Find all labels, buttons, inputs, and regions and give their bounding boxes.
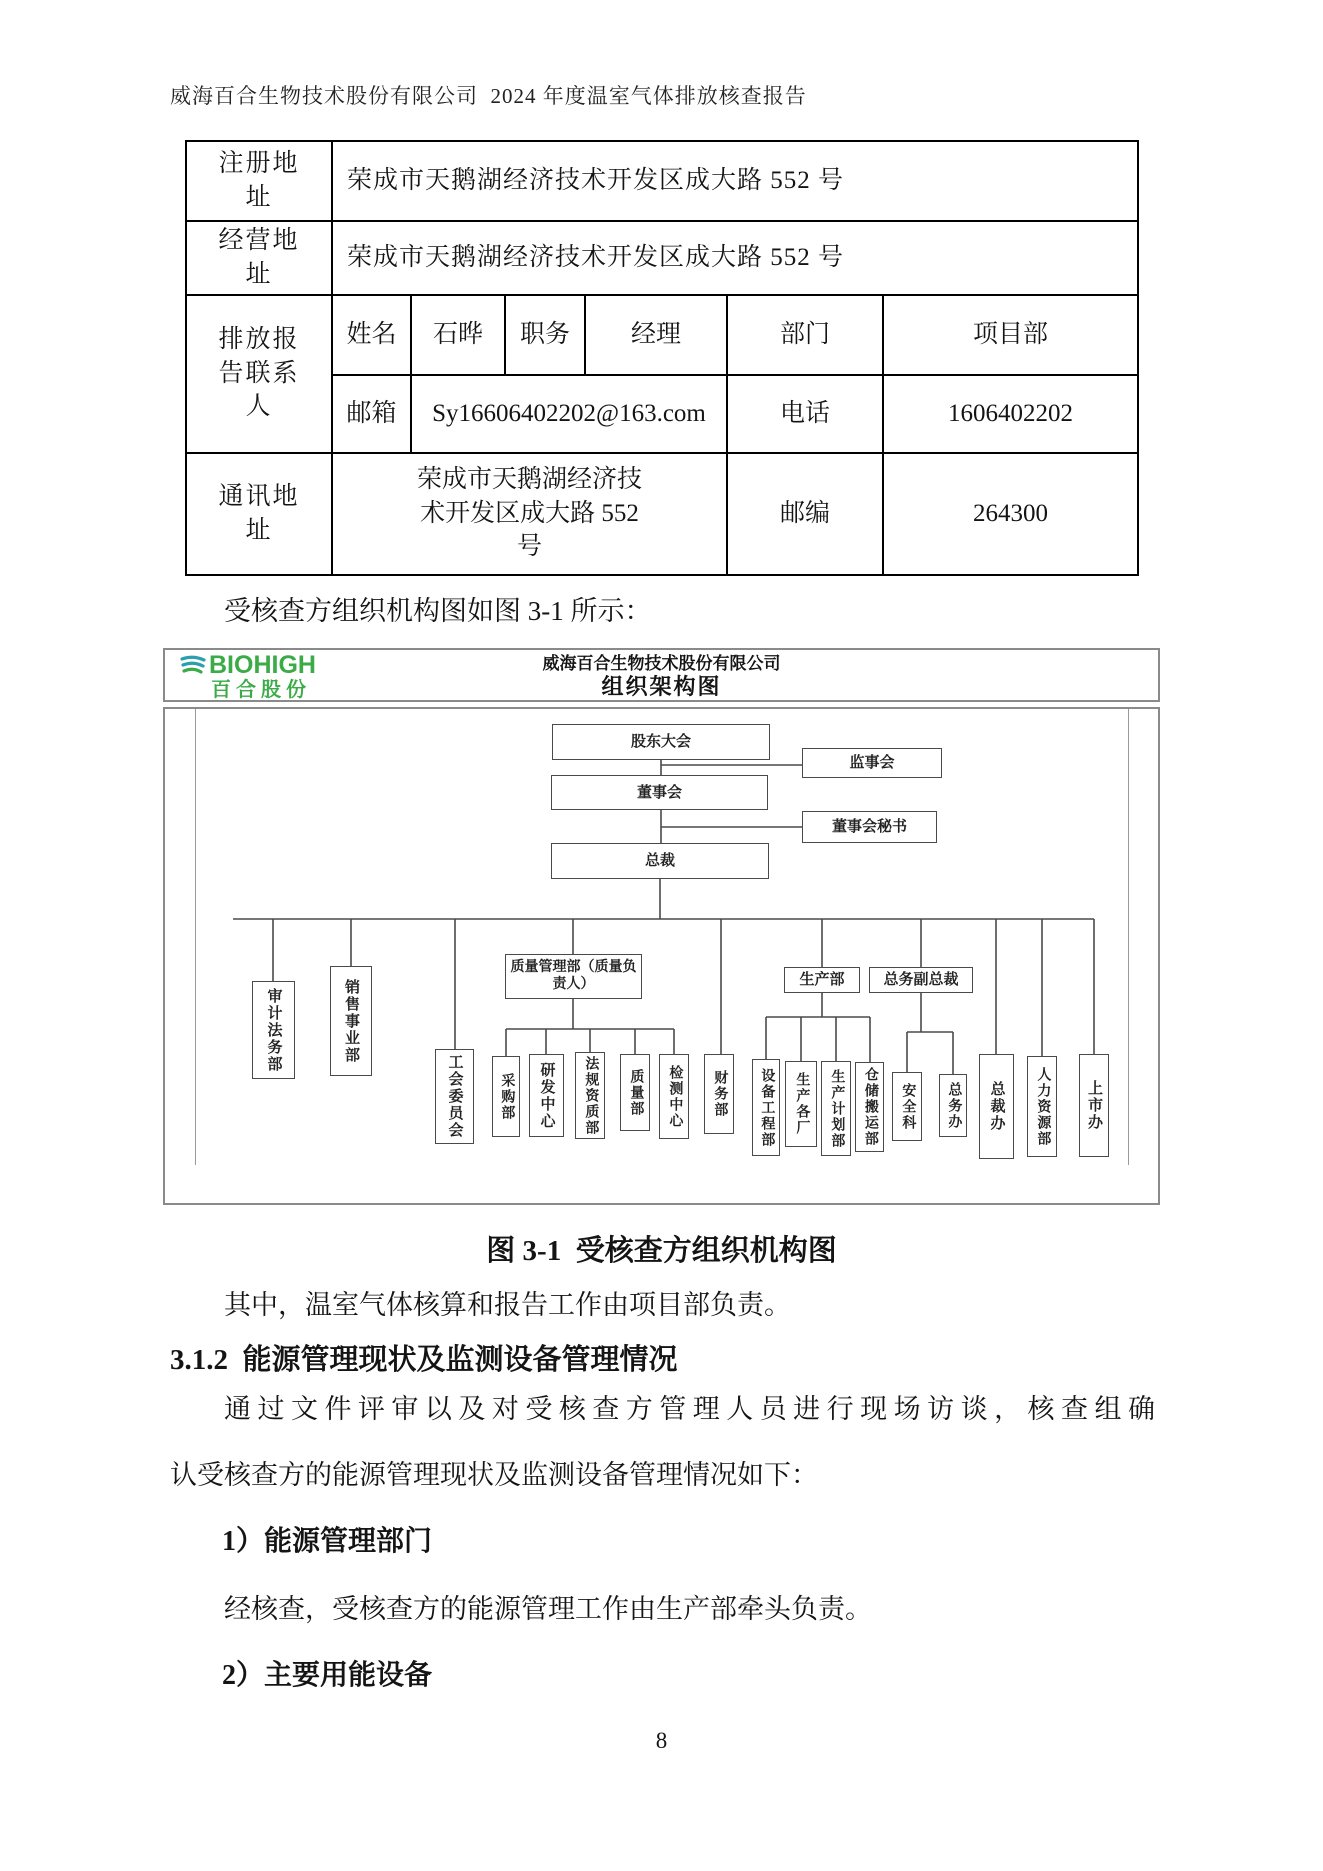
energy-mgmt-paragraph: 经核查，受核查方的能源管理工作由生产部牵头负责。 — [224, 1594, 872, 1624]
org-node-warehouse-handling-dept: 仓储搬运部 — [855, 1062, 884, 1152]
contact-phone-value: 1606402202 — [883, 375, 1138, 453]
contact-email-label: 邮箱 — [332, 375, 411, 453]
org-node-shareholders-meeting: 股东大会 — [552, 724, 770, 760]
org-node-president-office: 总裁办 — [979, 1054, 1014, 1159]
org-node-board-secretary: 董事会秘书 — [802, 811, 937, 843]
org-node-supervisory-board: 监事会 — [802, 748, 942, 778]
contact-title-value: 经理 — [585, 295, 727, 375]
org-chart-title: 组织架构图 — [601, 673, 722, 699]
org-node-sales-division: 销售事业部 — [330, 966, 372, 1076]
org-chart-company-name: 威海百合生物技术股份有限公司 — [542, 654, 781, 673]
org-chart — [163, 707, 1160, 1205]
org-chart-canvas — [165, 709, 1158, 1203]
org-node-testing-center: 检测中心 — [659, 1054, 689, 1139]
subheading-energy-equipment: 2）主要用能设备 — [222, 1660, 433, 1691]
org-node-listing-office: 上市办 — [1079, 1054, 1109, 1157]
contact-dept-value: 项目部 — [883, 295, 1138, 375]
org-node-rd-center: 研发中心 — [529, 1054, 564, 1137]
verified-party-info-table — [185, 140, 1139, 576]
contact-dept-label: 部门 — [727, 295, 883, 375]
contact-name-label: 姓名 — [332, 295, 411, 375]
org-node-production-dept: 生产部 — [784, 967, 860, 993]
contact-phone-label: 电话 — [727, 375, 883, 453]
org-node-union-committee: 工会委员会 — [435, 1049, 474, 1144]
review-paragraph-line1: 通过文件评审以及对受核查方管理人员进行现场访谈，核查组确 — [224, 1394, 1155, 1424]
org-node-board-of-directors: 董事会 — [551, 775, 768, 810]
org-chart-title-block — [165, 651, 1158, 699]
logo-brand-cn-text: 百合股份 — [211, 679, 311, 701]
review-paragraph-line2: 认受核查方的能源管理现状及监测设备管理情况如下： — [170, 1460, 818, 1490]
subheading-energy-dept: 1）能源管理部门 — [222, 1526, 433, 1557]
org-node-audit-legal-dept: 审计法务部 — [252, 981, 295, 1079]
org-node-purchasing-dept: 采购部 — [492, 1056, 520, 1137]
org-node-equipment-engineering-dept: 设备工程部 — [752, 1059, 780, 1156]
org-node-production-planning-dept: 生产计划部 — [821, 1061, 851, 1156]
org-node-regulatory-qualification-dept: 法规资质部 — [575, 1052, 605, 1139]
page-number: 8 — [655, 1728, 668, 1753]
section-heading-3-1-2: 3.1.2 能源管理现状及监测设备管理情况 — [170, 1344, 678, 1376]
org-node-production-plants: 生产各厂 — [785, 1061, 817, 1147]
contact-name-value: 石晔 — [411, 295, 505, 375]
org-node-president: 总裁 — [551, 843, 769, 879]
contact-title-label: 职务 — [505, 295, 585, 375]
org-chart-header — [163, 648, 1160, 702]
logo-brand-text: BIOHIGH — [209, 651, 316, 679]
org-node-finance-dept: 财务部 — [704, 1054, 734, 1134]
registered-address-value: 荣成市天鹅湖经济技术开发区成大路 552 号 — [332, 141, 1138, 221]
document-header-title: 威海百合生物技术股份有限公司 2024 年度温室气体排放核查报告 — [170, 84, 807, 108]
report-contact-label: 排放报告联系人 — [186, 295, 332, 453]
org-node-general-affairs-vp: 总务副总裁 — [869, 967, 973, 993]
org-node-quality-mgmt-dept: 质量管理部（质量负责人） — [505, 954, 642, 999]
registered-address-label: 注册地址 — [186, 141, 332, 221]
business-address-value: 荣成市天鹅湖经济技术开发区成大路 552 号 — [332, 221, 1138, 295]
mailing-address-value: 荣成市天鹅湖经济技术开发区成大路 552 号 — [332, 453, 727, 575]
responsibility-paragraph: 其中，温室气体核算和报告工作由项目部负责。 — [224, 1290, 791, 1320]
figure-caption: 图 3-1 受核查方组织机构图 — [486, 1235, 837, 1267]
business-address-label: 经营地址 — [186, 221, 332, 295]
mailing-address-label: 通讯地址 — [186, 453, 332, 575]
org-node-quality-dept: 质量部 — [620, 1054, 650, 1131]
org-node-safety-section: 安全科 — [892, 1072, 922, 1141]
intro-paragraph: 受核查方组织机构图如图 3-1 所示： — [224, 596, 652, 626]
zip-value: 264300 — [883, 453, 1138, 575]
zip-label: 邮编 — [727, 453, 883, 575]
contact-email-value: Sy16606402202@163.com — [411, 375, 727, 453]
org-node-hr-dept: 人力资源部 — [1027, 1056, 1057, 1157]
org-node-general-affairs-office: 总务办 — [939, 1074, 967, 1137]
